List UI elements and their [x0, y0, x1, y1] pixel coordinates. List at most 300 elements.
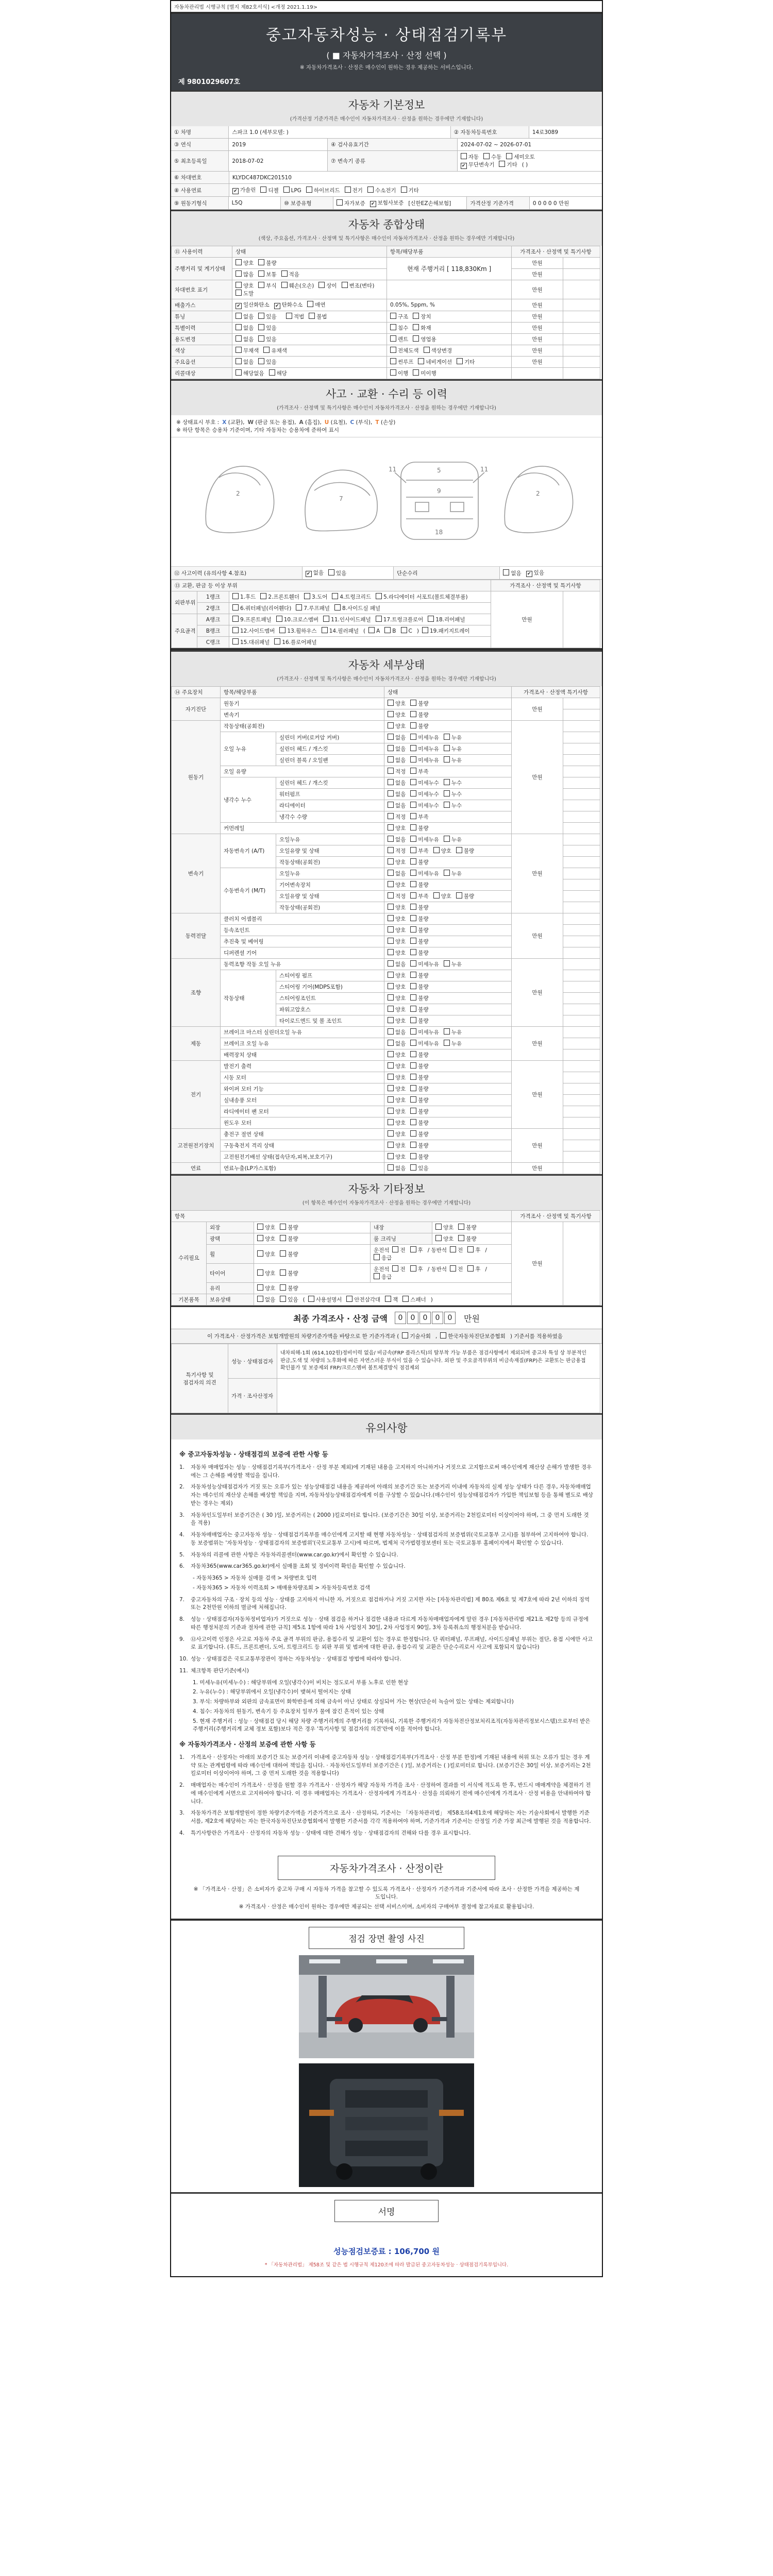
checkbox-양호[interactable] [257, 1235, 275, 1243]
checkbox-box[interactable] [236, 324, 242, 330]
checkbox-8.사이드실 패널[interactable] [334, 604, 380, 612]
checkbox-미세누유[interactable] [410, 836, 439, 843]
checkbox-box[interactable] [410, 870, 416, 876]
checkbox-전[interactable] [392, 1265, 405, 1273]
checkbox-적음[interactable] [281, 270, 299, 278]
checkbox-box[interactable] [444, 756, 450, 762]
checkbox-box[interactable] [526, 571, 532, 577]
checkbox-양호[interactable] [388, 858, 406, 866]
checkbox-불량[interactable] [410, 711, 428, 719]
checkbox-box[interactable] [410, 994, 416, 1001]
checkbox-box[interactable] [334, 604, 341, 611]
checkbox-불량[interactable] [410, 858, 428, 866]
checkbox-box[interactable] [388, 938, 394, 944]
checkbox-잭[interactable] [385, 1296, 398, 1303]
checkbox-box[interactable] [388, 972, 394, 978]
checkbox-box[interactable] [410, 1040, 416, 1046]
checkbox-box[interactable] [280, 1296, 286, 1302]
checkbox-수동[interactable] [483, 153, 501, 161]
checkbox-box[interactable] [309, 313, 315, 319]
checkbox-box[interactable] [444, 790, 450, 796]
checkbox-후[interactable] [410, 1265, 423, 1273]
checkbox-box[interactable] [388, 994, 394, 1001]
checkbox-부족[interactable] [410, 847, 428, 855]
checkbox-누유[interactable] [444, 836, 462, 843]
checkbox-box[interactable] [304, 593, 310, 599]
checkbox-box[interactable] [444, 734, 450, 740]
checkbox-box[interactable] [388, 734, 394, 740]
checkbox-불량[interactable] [280, 1284, 298, 1292]
checkbox-양호[interactable] [388, 1051, 406, 1059]
checkbox-3.도어[interactable] [304, 593, 327, 601]
checkbox-box[interactable] [410, 1074, 416, 1080]
checkbox-양호[interactable] [388, 824, 406, 832]
checkbox-있음[interactable] [258, 335, 276, 343]
checkbox-기타[interactable] [499, 161, 517, 168]
checkbox-box[interactable] [232, 638, 239, 645]
checkbox-양호[interactable] [388, 983, 406, 991]
checkbox-17.트렁크플로어[interactable] [376, 616, 424, 623]
checkbox-box[interactable] [388, 768, 394, 774]
checkbox-양호[interactable] [435, 1224, 453, 1231]
checkbox-box[interactable] [385, 1296, 391, 1302]
checkbox-변조(변타)[interactable] [342, 282, 375, 290]
checkbox-box[interactable] [280, 1284, 286, 1291]
checkbox-box[interactable] [388, 813, 394, 819]
checkbox-누유[interactable] [444, 1040, 462, 1047]
checkbox-box[interactable] [410, 1119, 416, 1125]
checkbox-양호[interactable] [236, 259, 254, 267]
checkbox-LPG[interactable] [283, 187, 301, 194]
checkbox-자가보증[interactable] [337, 199, 365, 207]
checkbox-구조[interactable] [390, 313, 408, 320]
checkbox-box[interactable] [444, 745, 450, 751]
checkbox-box[interactable] [376, 616, 382, 622]
checkbox-미세누유[interactable] [410, 745, 439, 753]
checkbox-box[interactable] [332, 593, 338, 599]
checkbox-box[interactable] [306, 571, 312, 577]
checkbox-12.사이드멤버[interactable] [232, 627, 275, 635]
checkbox-box[interactable] [410, 711, 416, 717]
checkbox-불량[interactable] [280, 1250, 298, 1258]
checkbox-누수[interactable] [444, 779, 462, 787]
checkbox-불량[interactable] [410, 1096, 428, 1104]
checkbox-box[interactable] [410, 1130, 416, 1137]
checkbox-미세누유[interactable] [410, 1040, 439, 1047]
checkbox-box[interactable] [390, 369, 396, 376]
checkbox-불량[interactable] [458, 1224, 476, 1231]
checkbox-양호[interactable] [388, 1017, 406, 1025]
checkbox-box[interactable] [388, 1028, 394, 1035]
checkbox-box[interactable] [280, 1224, 286, 1230]
checkbox-box[interactable] [413, 313, 419, 319]
checkbox-불량[interactable] [280, 1235, 298, 1243]
checkbox-기타[interactable] [457, 358, 475, 366]
checkbox-양호[interactable] [388, 1108, 406, 1115]
checkbox-box[interactable] [410, 881, 416, 887]
checkbox-box[interactable] [410, 847, 416, 853]
checkbox-양호[interactable] [388, 915, 406, 923]
checkbox-box[interactable] [410, 790, 416, 796]
checkbox-부식[interactable] [258, 282, 276, 290]
checkbox-box[interactable] [388, 745, 394, 751]
checkbox-적정[interactable] [388, 892, 406, 900]
checkbox-box[interactable] [280, 1235, 286, 1241]
checkbox-box[interactable] [388, 1119, 394, 1125]
checkbox-box[interactable] [467, 1246, 474, 1252]
checkbox-box[interactable] [390, 324, 396, 330]
checkbox-가솔린[interactable] [232, 186, 256, 194]
checkbox-box[interactable] [388, 802, 394, 808]
checkbox-box[interactable] [418, 358, 424, 364]
checkbox-box[interactable] [410, 836, 416, 842]
checkbox-불량[interactable] [410, 994, 428, 1002]
checkbox-box[interactable] [410, 1142, 416, 1148]
checkbox-box[interactable] [388, 949, 394, 955]
checkbox-불량[interactable] [410, 1017, 428, 1025]
checkbox-box[interactable] [410, 1028, 416, 1035]
checkbox-box[interactable] [257, 1269, 263, 1276]
checkbox-box[interactable] [410, 1096, 416, 1103]
checkbox-있음[interactable] [410, 1164, 428, 1172]
checkbox-불량[interactable] [410, 881, 428, 889]
checkbox-B[interactable] [384, 627, 396, 634]
checkbox-box[interactable] [388, 722, 394, 728]
checkbox-일산화탄소[interactable] [236, 301, 270, 309]
checkbox-box[interactable] [257, 1250, 263, 1257]
checkbox-box[interactable] [410, 1265, 416, 1272]
checkbox-미세누유[interactable] [410, 756, 439, 764]
checkbox-box[interactable] [444, 1028, 450, 1035]
checkbox-box[interactable] [376, 593, 382, 599]
checkbox-box[interactable] [260, 187, 266, 193]
checkbox-양호[interactable] [388, 1096, 406, 1104]
checkbox-후[interactable] [467, 1265, 480, 1273]
checkbox-box[interactable] [236, 259, 242, 265]
checkbox-훼손(오손)[interactable] [281, 282, 314, 290]
checkbox-box[interactable] [258, 324, 264, 330]
checkbox-box[interactable] [392, 1265, 398, 1272]
checkbox-box[interactable] [345, 187, 351, 193]
checkbox-적정[interactable] [388, 847, 406, 855]
checkbox-box[interactable] [236, 347, 242, 353]
checkbox-box[interactable] [483, 153, 490, 159]
checkbox-전[interactable] [392, 1246, 405, 1254]
checkbox-없음[interactable] [236, 335, 254, 343]
checkbox-box[interactable] [232, 616, 239, 622]
checkbox-box[interactable] [388, 915, 394, 921]
checkbox-box[interactable] [410, 1017, 416, 1023]
checkbox-box[interactable] [422, 627, 428, 633]
checkbox-box[interactable] [388, 790, 394, 796]
checkbox-box[interactable] [257, 1235, 263, 1241]
checkbox-있음[interactable] [258, 324, 276, 332]
checkbox-box[interactable] [410, 1006, 416, 1012]
checkbox-불량[interactable] [410, 983, 428, 991]
checkbox-box[interactable] [337, 199, 343, 206]
checkbox-box[interactable] [401, 627, 407, 633]
checkbox-양호[interactable] [388, 1130, 406, 1138]
checkbox-box[interactable] [410, 904, 416, 910]
checkbox-box[interactable] [410, 813, 416, 819]
checkbox-불량[interactable] [410, 915, 428, 923]
checkbox-box[interactable] [388, 983, 394, 989]
checkbox-box[interactable] [323, 616, 329, 622]
checkbox-없음[interactable] [236, 313, 254, 320]
checkbox-box[interactable] [458, 1235, 464, 1241]
checkbox-침수[interactable] [390, 324, 408, 332]
checkbox-box[interactable] [467, 1265, 474, 1272]
checkbox-box[interactable] [388, 870, 394, 876]
checkbox-box[interactable] [392, 1246, 398, 1252]
checkbox-보통[interactable] [258, 270, 276, 278]
checkbox-전기[interactable] [345, 187, 363, 194]
checkbox-있음[interactable] [258, 358, 276, 366]
checkbox-box[interactable] [410, 1153, 416, 1159]
checkbox-미세누수[interactable] [410, 802, 439, 809]
checkbox-box[interactable] [388, 1017, 394, 1023]
checkbox-box[interactable] [410, 745, 416, 751]
checkbox-적정[interactable] [388, 768, 406, 775]
checkbox-box[interactable] [258, 282, 264, 288]
checkbox-없음[interactable] [388, 870, 406, 877]
checkbox-box[interactable] [388, 824, 394, 831]
checkbox-box[interactable] [410, 768, 416, 774]
checkbox-box[interactable] [388, 1153, 394, 1159]
checkbox-렌트[interactable] [390, 335, 408, 343]
checkbox-있음[interactable] [526, 569, 544, 577]
checkbox-불량[interactable] [410, 1051, 428, 1059]
checkbox-없음[interactable] [388, 802, 406, 809]
checkbox-box[interactable] [390, 358, 396, 364]
checkbox-불량[interactable] [280, 1224, 298, 1231]
checkbox-box[interactable] [283, 187, 290, 193]
checkbox-수소전기[interactable] [367, 187, 396, 194]
checkbox-화재[interactable] [413, 324, 431, 332]
checkbox-불량[interactable] [410, 1108, 428, 1115]
checkbox-상이[interactable] [318, 282, 337, 290]
checkbox-box[interactable] [388, 1096, 394, 1103]
checkbox-box[interactable] [410, 824, 416, 831]
checkbox-box[interactable] [402, 1296, 409, 1302]
checkbox-미세누유[interactable] [410, 734, 439, 741]
checkbox-전[interactable] [450, 1246, 463, 1254]
checkbox-불량[interactable] [410, 824, 428, 832]
checkbox-미세누유[interactable] [410, 870, 439, 877]
checkbox-box[interactable] [410, 1062, 416, 1069]
checkbox-양호[interactable] [388, 722, 406, 730]
checkbox-box[interactable] [413, 335, 419, 342]
checkbox-무채색[interactable] [236, 347, 259, 354]
checkbox-불량[interactable] [410, 1074, 428, 1081]
checkbox-네비게이션[interactable] [418, 358, 452, 366]
checkbox-box[interactable] [346, 1296, 352, 1302]
checkbox-썬루프[interactable] [390, 358, 413, 366]
checkbox-box[interactable] [307, 301, 313, 307]
checkbox-box[interactable] [440, 1332, 446, 1338]
checkbox-이행[interactable] [390, 369, 408, 377]
checkbox-미세누유[interactable] [410, 960, 439, 968]
checkbox-box[interactable] [236, 282, 242, 288]
checkbox-box[interactable] [258, 270, 264, 277]
checkbox-누유[interactable] [444, 960, 462, 968]
checkbox-불량[interactable] [410, 1130, 428, 1138]
checkbox-box[interactable] [444, 870, 450, 876]
checkbox-없음[interactable] [388, 836, 406, 843]
checkbox-한국자동차진단보증협회[interactable] [440, 1332, 506, 1340]
checkbox-미이행[interactable] [413, 369, 436, 377]
checkbox-불량[interactable] [410, 1142, 428, 1149]
checkbox-A[interactable] [368, 627, 380, 634]
checkbox-box[interactable] [410, 1108, 416, 1114]
checkbox-box[interactable] [433, 892, 440, 899]
checkbox-box[interactable] [280, 1269, 286, 1276]
checkbox-양호[interactable] [388, 881, 406, 889]
checkbox-없음[interactable] [257, 1296, 275, 1303]
checkbox-영업용[interactable] [413, 335, 436, 343]
checkbox-box[interactable] [390, 347, 396, 353]
checkbox-box[interactable] [401, 187, 407, 193]
checkbox-없음[interactable] [236, 324, 254, 332]
checkbox-불량[interactable] [280, 1269, 298, 1277]
checkbox-box[interactable] [388, 756, 394, 762]
checkbox-해당없음[interactable] [236, 369, 264, 377]
checkbox-9.프론트패널[interactable] [232, 616, 272, 623]
checkbox-box[interactable] [274, 638, 280, 645]
checkbox-box[interactable] [308, 1296, 314, 1302]
checkbox-없음[interactable] [388, 790, 406, 798]
checkbox-box[interactable] [388, 881, 394, 887]
checkbox-후[interactable] [467, 1246, 480, 1254]
checkbox-box[interactable] [388, 1108, 394, 1114]
checkbox-box[interactable] [342, 282, 348, 288]
checkbox-도말[interactable] [236, 290, 254, 297]
checkbox-box[interactable] [410, 734, 416, 740]
checkbox-불량[interactable] [410, 949, 428, 957]
checkbox-많음[interactable] [236, 270, 254, 278]
checkbox-box[interactable] [388, 836, 394, 842]
checkbox-양호[interactable] [388, 1006, 406, 1013]
checkbox-box[interactable] [444, 779, 450, 785]
checkbox-box[interactable] [388, 960, 394, 967]
checkbox-없음[interactable] [236, 358, 254, 366]
checkbox-box[interactable] [257, 1284, 263, 1291]
checkbox-불량[interactable] [410, 1119, 428, 1127]
checkbox-box[interactable] [410, 983, 416, 989]
checkbox-box[interactable] [236, 369, 242, 376]
checkbox-스패너[interactable] [402, 1296, 426, 1303]
checkbox-누수[interactable] [444, 802, 462, 809]
checkbox-불량[interactable] [410, 1153, 428, 1161]
checkbox-양호[interactable] [435, 1235, 453, 1243]
checkbox-box[interactable] [428, 616, 434, 622]
checkbox-box[interactable] [280, 1250, 286, 1257]
checkbox-box[interactable] [388, 926, 394, 933]
checkbox-없음[interactable] [388, 779, 406, 787]
checkbox-box[interactable] [410, 1085, 416, 1091]
checkbox-box[interactable] [456, 892, 462, 899]
checkbox-19.패키지트레이[interactable] [422, 627, 470, 635]
checkbox-box[interactable] [257, 1296, 263, 1302]
checkbox-box[interactable] [258, 335, 264, 342]
checkbox-box[interactable] [236, 290, 242, 296]
checkbox-누유[interactable] [444, 734, 462, 741]
checkbox-box[interactable] [461, 153, 467, 159]
checkbox-해당[interactable] [269, 369, 287, 377]
checkbox-양호[interactable] [236, 282, 254, 290]
checkbox-box[interactable] [374, 1273, 380, 1279]
checkbox-기술사회[interactable] [402, 1332, 431, 1340]
checkbox-없음[interactable] [388, 734, 406, 741]
checkbox-안전삼각대[interactable] [346, 1296, 380, 1303]
checkbox-무단변속기[interactable] [461, 161, 495, 169]
checkbox-box[interactable] [276, 616, 282, 622]
checkbox-유채색[interactable] [263, 347, 287, 354]
checkbox-box[interactable] [322, 627, 328, 633]
checkbox-미세누수[interactable] [410, 779, 439, 787]
checkbox-11.인사이드패널[interactable] [323, 616, 371, 623]
checkbox-C[interactable] [401, 627, 412, 634]
checkbox-양호[interactable] [257, 1269, 275, 1277]
checkbox-불량[interactable] [410, 1006, 428, 1013]
checkbox-box[interactable] [461, 163, 467, 169]
checkbox-box[interactable] [318, 282, 325, 288]
checkbox-불량[interactable] [410, 904, 428, 911]
checkbox-양호[interactable] [388, 700, 406, 707]
checkbox-2.프론트휀더[interactable] [260, 593, 299, 601]
checkbox-없음[interactable] [388, 745, 406, 753]
checkbox-box[interactable] [388, 1062, 394, 1069]
checkbox-box[interactable] [413, 324, 419, 330]
checkbox-box[interactable] [410, 972, 416, 978]
checkbox-box[interactable] [296, 604, 302, 611]
checkbox-box[interactable] [232, 604, 239, 611]
checkbox-box[interactable] [258, 358, 264, 364]
checkbox-불량[interactable] [456, 847, 474, 855]
checkbox-box[interactable] [263, 347, 270, 353]
checkbox-box[interactable] [388, 1142, 394, 1148]
checkbox-box[interactable] [286, 313, 292, 319]
checkbox-있음[interactable] [328, 569, 346, 577]
checkbox-box[interactable] [402, 1332, 408, 1338]
checkbox-미세누유[interactable] [410, 1028, 439, 1036]
checkbox-box[interactable] [388, 904, 394, 910]
checkbox-box[interactable] [410, 960, 416, 967]
checkbox-불량[interactable] [410, 700, 428, 707]
checkbox-box[interactable] [258, 259, 264, 265]
checkbox-양호[interactable] [388, 972, 406, 979]
checkbox-box[interactable] [410, 949, 416, 955]
checkbox-box[interactable] [388, 779, 394, 785]
checkbox-box[interactable] [410, 1051, 416, 1057]
checkbox-box[interactable] [388, 1006, 394, 1012]
checkbox-양호[interactable] [433, 847, 451, 855]
checkbox-box[interactable] [281, 282, 288, 288]
checkbox-양호[interactable] [257, 1250, 275, 1258]
checkbox-box[interactable] [444, 836, 450, 842]
checkbox-양호[interactable] [388, 938, 406, 945]
checkbox-양호[interactable] [388, 994, 406, 1002]
checkbox-장치[interactable] [413, 313, 431, 320]
checkbox-양호[interactable] [388, 1062, 406, 1070]
checkbox-없음[interactable] [503, 569, 521, 577]
checkbox-7.루프패널[interactable] [296, 604, 330, 612]
checkbox-누유[interactable] [444, 756, 462, 764]
checkbox-누유[interactable] [444, 870, 462, 877]
checkbox-box[interactable] [456, 847, 462, 853]
checkbox-box[interactable] [236, 313, 242, 319]
checkbox-적법[interactable] [286, 313, 304, 320]
